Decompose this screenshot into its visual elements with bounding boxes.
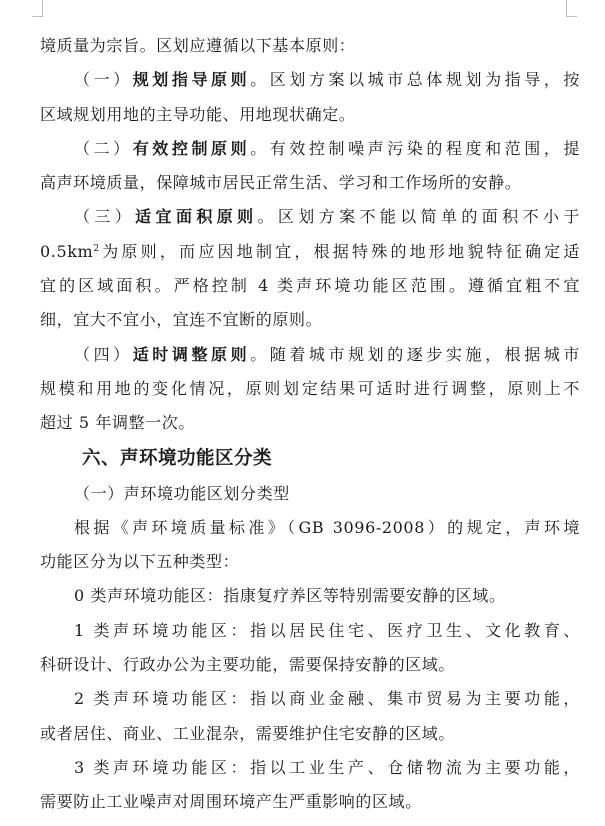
principle-text: 。有效控制噪声污染的程度和范围，提 — [250, 138, 580, 158]
paragraph-line: 境质量为宗旨。区划应遵循以下基本原则： — [40, 36, 356, 55]
principle-number: （二） — [74, 138, 133, 158]
paragraph-line: 功能区分为以下五种类型： — [40, 552, 240, 572]
zone-class-line: 2 类声环境功能区：指以商业金融、集市贸易为主要功能， — [74, 689, 580, 709]
paragraph-line: 或者居住、商业、工业混杂，需要维护住宅安静的区域。 — [40, 723, 456, 743]
paragraph-line: 高声环境质量，保障城市居民正常生活、学习和工作场所的安静。 — [40, 173, 522, 193]
principle-text: 。随着城市规划的逐步实施，根据城市 — [250, 344, 580, 364]
paragraph-line: 区域规划用地的主导功能、用地现状确定。 — [40, 104, 356, 124]
principle-line — [40, 200, 580, 234]
zone-class-line: 1 类声环境功能区：指以居民住宅、医疗卫生、文化教育、 — [74, 620, 580, 640]
principle-number: （三） — [74, 207, 136, 227]
zone-class-line: 3 类声环境功能区：指以工业生产、仓储物流为主要功能， — [74, 757, 580, 777]
area-value: 0.5km — [40, 241, 94, 261]
page-margin-corner-left — [32, 0, 43, 17]
area-exponent: 2 — [93, 243, 100, 254]
principle-title: 适时调整原则 — [132, 344, 251, 364]
paragraph-line: 根据《声环境质量标准》（GB 3096-2008）的规定，声环境 — [74, 517, 580, 537]
paragraph-text: 为原则，而应因地制宜，根据特殊的地形地貌特征确定适 — [99, 241, 580, 261]
zone-class-line: 0 类声环境功能区：指康复疗养区等特别需要安静的区域。 — [74, 586, 506, 606]
principle-text: 。区划方案以城市总体规划为指导，按 — [250, 70, 580, 90]
principle-line — [40, 63, 580, 97]
principle-number: （四） — [74, 344, 133, 364]
paragraph-line: 细，宜大不宜小，宜连不宜断的原则。 — [40, 310, 323, 330]
subsection-heading: （一）声环境功能区划分类型 — [74, 483, 290, 503]
principle-title: 适宜面积原则 — [135, 207, 258, 227]
principle-number: （一） — [74, 70, 133, 90]
paragraph-line: 规模和用地的变化情况，原则划定结果可适时进行调整，原则上不 — [40, 378, 580, 398]
paragraph-line: 宜的区域面积。严格控制 4 类声环境功能区范围。遵循宜粗不宜 — [40, 276, 580, 296]
principle-title: 规划指导原则 — [132, 70, 251, 90]
principle-title: 有效控制原则 — [132, 138, 251, 158]
paragraph-line: 需要防止工业噪声对周围环境产生严重影响的区域。 — [40, 792, 422, 812]
principle-line — [40, 132, 580, 166]
principle-line — [40, 338, 580, 372]
paragraph-line — [40, 235, 580, 269]
page-margin-corner-right — [566, 0, 577, 17]
paragraph-line: 科研设计、行政办公为主要功能，需要保持安静的区域。 — [40, 655, 456, 675]
paragraph-line: 超过 5 年调整一次。 — [40, 413, 195, 433]
document-body — [40, 29, 580, 820]
section-heading: 六、声环境功能区分类 — [82, 447, 273, 469]
principle-text: 。区划方案不能以简单的面积不小于 — [257, 207, 580, 227]
